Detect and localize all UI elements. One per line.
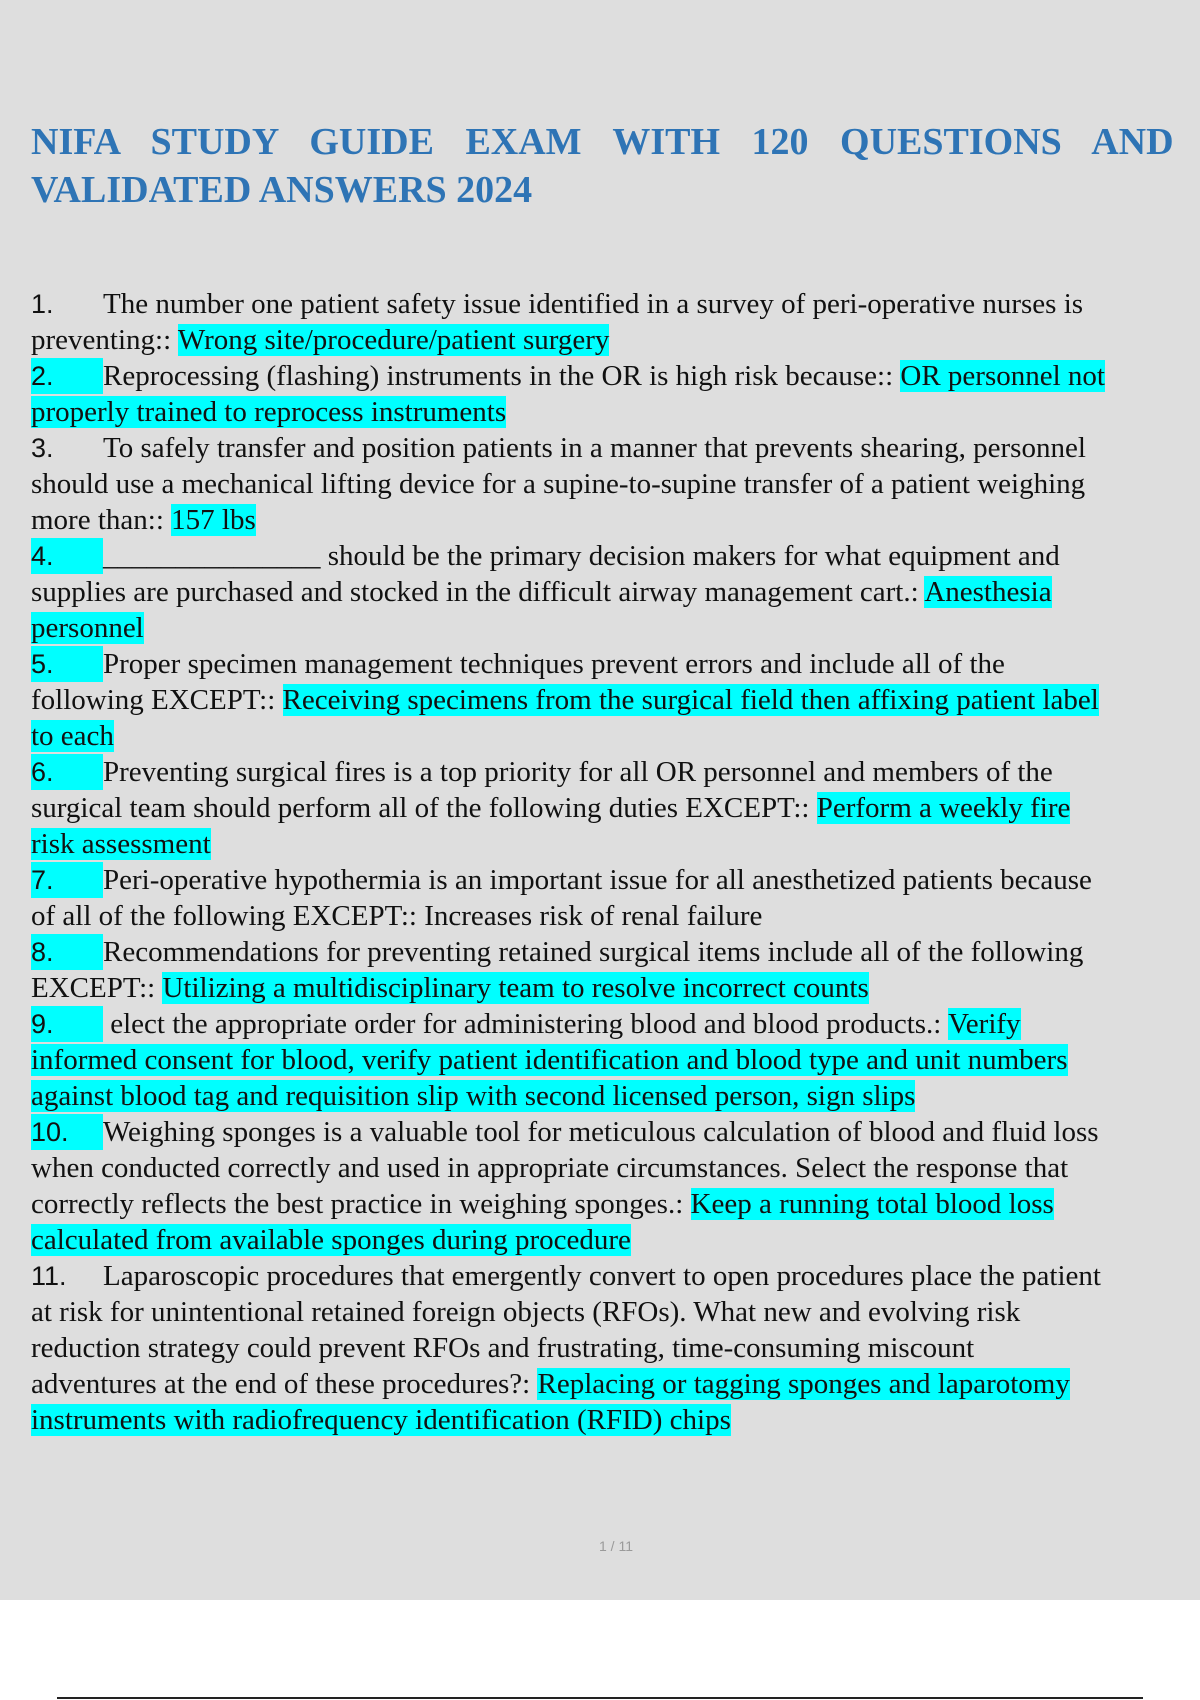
page-divider-rule [57,1697,1143,1699]
answer-highlight: Perform a weekly fire [816,792,1071,824]
question-text: elect the appropriate order for administering blood and blood products.: [103,1008,949,1040]
question-number: 10. [31,1114,103,1150]
answer-highlight: personnel [31,612,144,644]
question-3 [31,430,1200,538]
question-text: should use a mechanical lifting device for a supine-to-supine transfer of a patient weighing [31,468,1086,500]
question-10 [31,1114,1200,1258]
question-text: preventing:: [31,324,178,356]
answer-highlight: informed consent for blood, verify patient identification and blood type and unit numbers [31,1044,1068,1076]
title-line-2: VALIDATED ANSWERS 2024 [31,169,533,211]
answer-highlight: Anesthesia [924,576,1052,608]
question-text: Laparoscopic procedures that emergently convert to open procedures place the patient [103,1260,1101,1292]
question-number: 7. [31,862,103,898]
question-text: of all of the following EXCEPT:: Increases risk of renal failure [31,900,763,932]
title-block [31,118,1200,214]
question-text: Reprocessing (flashing) instruments in the OR is high risk because:: [103,360,901,392]
question-11 [31,1258,1200,1438]
question-number: 11. [31,1261,67,1291]
answer-highlight: against blood tag and requisition slip with second licensed person, sign slips [31,1080,916,1112]
answer-highlight: calculated from available sponges during procedure [31,1224,631,1256]
answer-highlight: Keep a running total blood loss [690,1188,1054,1220]
question-number: 8. [31,934,103,970]
question-number: 3. [31,433,54,463]
question-text: Recommendations for preventing retained surgical items include all of the following [103,936,1084,968]
question-text: supplies are purchased and stocked in the difficult airway management cart.: [31,576,925,608]
answer-highlight: to each [31,720,114,752]
question-9 [31,1006,1200,1114]
answer-highlight: risk assessment [31,828,211,860]
question-number: 9. [31,1006,103,1042]
question-text: Weighing sponges is a valuable tool for meticulous calculation of blood and fluid loss [103,1116,1099,1148]
question-text: Peri-operative hypothermia is an important issue for all anesthetized patients because [103,864,1092,896]
question-8 [31,934,1200,1006]
question-text: _______________ should be the primary decision makers for what equipment and [103,540,1060,572]
answer-highlight: instruments with radiofrequency identification (RFID) chips [31,1404,731,1436]
question-text: when conducted correctly and used in appropriate circumstances. Select the response that [31,1152,1069,1184]
question-text: at risk for unintentional retained foreign objects (RFOs). What new and evolving risk [31,1296,1021,1328]
question-5 [31,646,1200,754]
answer-highlight: Receiving specimens from the surgical field then affixing patient label [282,684,1099,716]
question-text: To safely transfer and position patients in a manner that prevents shearing, personnel [103,432,1086,464]
question-text: more than:: [31,504,172,536]
question-number: 1. [31,289,54,319]
question-text: adventures at the end of these procedures?: [31,1368,538,1400]
document-title [31,118,1200,214]
answer-highlight: Replacing or tagging sponges and laparotomy [537,1368,1070,1400]
question-text: EXCEPT:: [31,972,163,1004]
question-1 [31,286,1200,358]
question-text: Preventing surgical fires is a top priority for all OR personnel and members of the [103,756,1053,788]
answer-highlight: properly trained to reprocess instruments [31,396,507,428]
question-text: surgical team should perform all of the following duties EXCEPT:: [31,792,817,824]
question-number: 2. [31,358,103,394]
question-text: reduction strategy could prevent RFOs and frustrating, time-consuming miscount [31,1332,975,1364]
answer-highlight: Verify [948,1008,1021,1040]
question-4 [31,538,1200,646]
question-text: The number one patient safety issue identified in a survey of peri-operative nurses is [103,288,1084,320]
page-indicator: 1 / 11 [599,1538,633,1554]
question-6 [31,754,1200,862]
question-text: following EXCEPT:: [31,684,283,716]
question-text: Proper specimen management techniques prevent errors and include all of the [103,648,1005,680]
question-text: correctly reflects the best practice in weighing sponges.: [31,1188,691,1220]
question-2 [31,358,1200,430]
question-number: 5. [31,646,103,682]
answer-highlight: 157 lbs [171,504,256,536]
answer-highlight: OR personnel not [900,360,1105,392]
question-number: 6. [31,754,103,790]
question-7 [31,862,1200,934]
question-list [31,286,1200,1438]
answer-highlight: Utilizing a multidisciplinary team to resolve incorrect counts [162,972,869,1004]
answer-highlight: Wrong site/procedure/patient surgery [177,324,610,356]
title-line-1: NIFA STUDY GUIDE EXAM WITH 120 QUESTIONS AND [31,121,1174,163]
question-number: 4. [31,538,103,574]
